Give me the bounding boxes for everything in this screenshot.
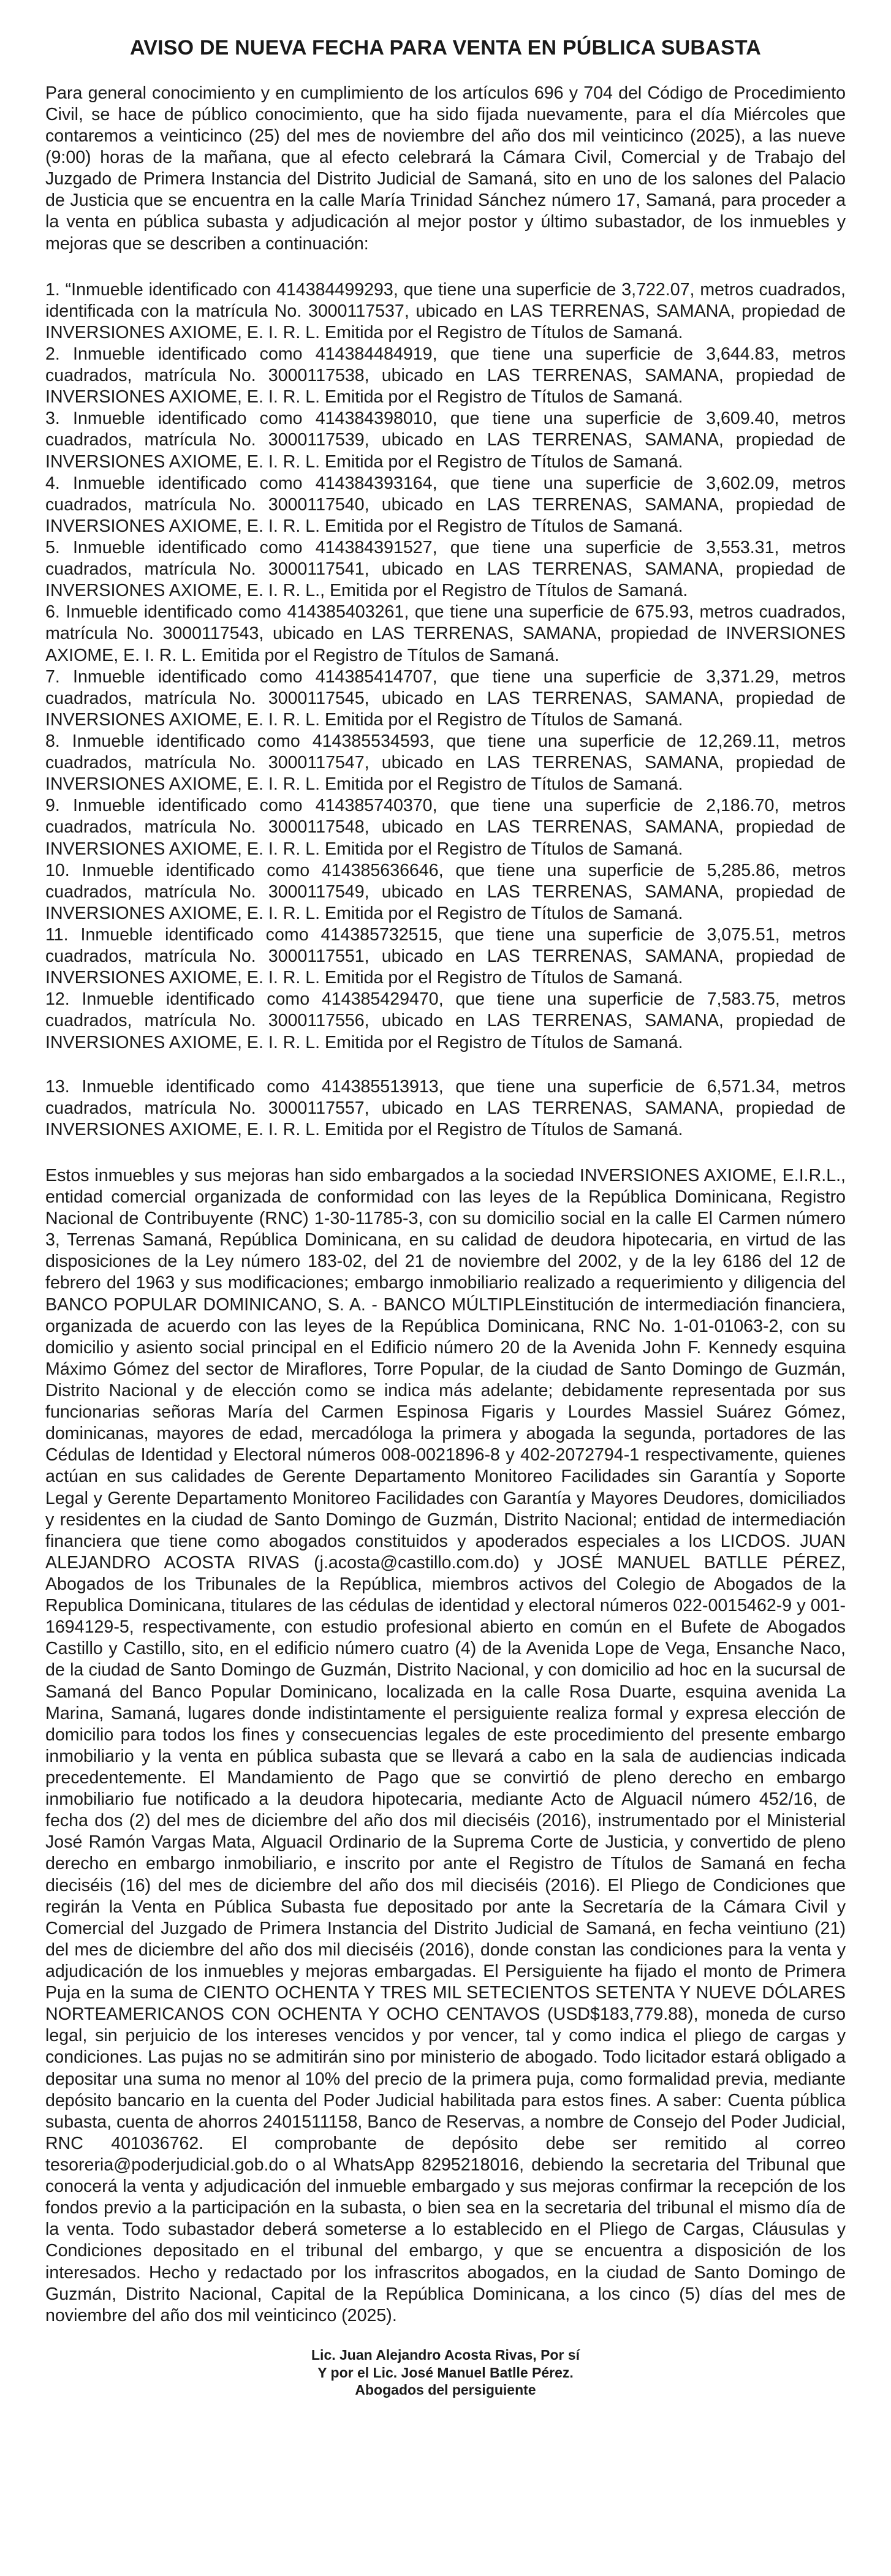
property-item-9: 9. Inmueble identificado como 414385740370, que tiene una superficie de 2,186.70, metros cuadrados, matrícula No. 3000117548, ubicado en LAS TERRENAS, SAMANA, propiedad de INVERSIONES AXIOME, E. I. R. L. Emitida por el Registro de Títulos de Samaná. xyxy=(45,796,846,859)
property-item-5: 5. Inmueble identificado como 414384391527, que tiene una superficie de 3,553.31, metros cuadrados, matrícula No. 3000117541, ubicado en LAS TERRENAS, SAMANA, propiedad de INVERSIONES AXIOME, E. I. R. L., Emitida por el Registro de Títulos de Samaná. xyxy=(45,537,846,601)
property-item-11: 11. Inmueble identificado como 414385732515, que tiene una superficie de 3,075.51, metros cuadrados, matrícula No. 3000117551, ubicado en LAS TERRENAS, SAMANA, propiedad de INVERSIONES AXIOME, E. I. R. L. Emitida por el Registro de Títulos de Samaná. xyxy=(45,924,846,988)
property-item-6: 6. Inmueble identificado como 414385403261, que tiene una superficie de 675.93, metros cuadrados, matrícula No. 3000117543, ubicado en LAS TERRENAS, SAMANA, propiedad de INVERSIONES AXIOME, E. I. R. L. Emitida por el Registro de Títulos de Samaná. xyxy=(45,602,846,665)
property-item-10: 10. Inmueble identificado como 414385636646, que tiene una superficie de 5,285.86, metros cuadrados, matrícula No. 3000117549, ubicado en LAS TERRENAS, SAMANA, propiedad de INVERSIONES AXIOME, E. I. R. L. Emitida por el Registro de Títulos de Samaná. xyxy=(45,860,846,923)
intro-paragraph: Para general conocimiento y en cumplimiento de los artículos 696 y 704 del Código de Procedimiento Civil, se hace de público conocimiento, que ha sido fijada nuevamente, para el día Miércoles que contaremos a veinticinco (25) del mes de noviembre del año dos mil veinticinco (2025), a las nueve (9:00) horas de la mañana, que al efecto celebrará la Cámara Civil, Comercial y de Trabajo del Juzgado de Primera Instancia del Distrito Judicial de Samaná, sito en uno de los salones del Palacio de Justicia que se encuentra en la calle María Trinidad Sánchez número 17, Samaná, para proceder a la venta en pública subasta y adjudicación al mejor postor y último subastador, de los inmuebles y mejoras que se describen a continuación: xyxy=(45,83,846,254)
property-item-13: 13. Inmueble identificado como 414385513913, que tiene una superficie de 6,571.34, metros cuadrados, matrícula No. 3000117557, ubicado en LAS TERRENAS, SAMANA, propiedad de INVERSIONES AXIOME, E. I. R. L. Emitida por el Registro de Títulos de Samaná. xyxy=(45,1076,846,1139)
property-item-12: 12. Inmueble identificado como 414385429470, que tiene una superficie de 7,583.75, metros cuadrados, matrícula No. 3000117556, ubicado en LAS TERRENAS, SAMANA, propiedad de INVERSIONES AXIOME, E. I. R. L. Emitida por el Registro de Títulos de Samaná. xyxy=(45,989,846,1052)
embargo-details-paragraph: Estos inmuebles y sus mejoras han sido embargados a la sociedad INVERSIONES AXIOME, E.I.R.L., entidad comercial organizada de conformidad con las leyes de la República Dominicana, Registro Nacional de Contribuyente (RNC) 1-30-11785-3, con su domicilio social en la calle El Carmen número 3, Terrenas Samaná, República Dominicana, en su calidad de deudora hipotecaria, en virtud de las disposiciones de la Ley número 183-02, del 21 de noviembre del 2002, y de la ley 6186 del 12 de febrero del 1963 y sus modificaciones; embargo inmobiliario realizado a requerimiento y diligencia del BANCO POPULAR DOMINICANO, S. A. - BANCO MÚLTIPLEinstitución de intermediación financiera, organizada de acuerdo con las leyes de la República Dominicana, RNC No. 1-01-01063-2, con su domicilio y asiento social principal en el Edificio número 20 de la Avenida John F. Kennedy esquina Máximo Gómez del sector de Miraflores, Torre Popular, de la ciudad de Santo Domingo de Guzmán, Distrito Nacional y de elección como se indica más adelante; debidamente representada por sus funcionarias señoras María del Carmen Espinosa Figaris y Lourdes Massiel Suárez Gómez, dominicanas, mayores de edad, mercadóloga la primera y abogada la segunda, portadores de las Cédulas de Identidad y Electoral números 008-0021896-8 y 402-2072794-1 respectivamente, quienes actúan en sus calidades de Gerente Departamento Monitoreo Facilidades sin Garantía y Soporte Legal y Gerente Departamento Monitoreo Facilidades con Garantía y Mayores Deudores, domiciliados y residentes en la ciudad de Santo Domingo de Guzmán, Distrito Nacional; entidad de intermediación financiera que tiene como abogados constituidos y apoderados especiales a los LICDOS. JUAN ALEJANDRO ACOSTA RIVAS (j.acosta@castillo.com.do) y JOSÉ MANUEL BATLLE PÉREZ, Abogados de los Tribunales de la República, miembros activos del Colegio de Abogados de la Republica Dominicana, titulares de las cédulas de identidad y electoral números 022-0015462-9 y 001-1694129-5, respectivamente, con estudio profesional abierto en común en el Bufete de Abogados Castillo y Castillo, sito, en el edificio número cuatro (4) de la Avenida Lope de Vega, Ensanche Naco, de la ciudad de Santo Domingo de Guzmán, Distrito Nacional, y con domicilio ad hoc en la sucursal de Samaná del Banco Popular Dominicano, localizada en la calle Rosa Duarte, esquina avenida La Marina, Samaná, lugares donde indistintamente el persiguiente realiza formal y expresa elección de domicilio para todos los fines y consecuencias legales de este procedimiento del presente embargo inmobiliario y la venta en pública subasta que se llevará a cabo en la sala de audiencias indicada precedentemente. El Mandamiento de Pago que se convirtió de pleno derecho en embargo inmobiliario fue notificado a la deudora hipotecaria, mediante Acto de Alguacil número 452/16, de fecha dos (2) del mes de diciembre del año dos mil dieciséis (2016), instrumentado por el Ministerial José Ramón Vargas Mata, Alguacil Ordinario de la Suprema Corte de Justicia, y convertido de pleno derecho en embargo inmobiliario, e inscrito por ante el Registro de Títulos de Samaná en fecha dieciséis (16) del mes de diciembre del año dos mil dieciséis (2016). El Pliego de Condiciones que regirán la Venta en Pública Subasta fue depositado por ante la Secretaría de la Cámara Civil y Comercial del Juzgado de Primera Instancia del Distrito Judicial de Samaná, en fecha veintiuno (21) del mes de diciembre del año dos mil dieciséis (2016), donde constan las condiciones para la venta y adjudicación de los inmuebles y mejoras embargadas. El Persiguiente ha fijado el monto de Primera Puja en la suma de CIENTO OCHENTA Y TRES MIL SETECIENTOS SETENTA Y NUEVE DÓLARES NORTEAMERICANOS CON OCHENTA Y OCHO CENTAVOS (USD$183,779.88), moneda de curso legal, sin perjuicio de los intereses vencidos y por vencer, tal y como indica el pliego de cargas y condiciones. Las pujas no se admitirán sino por ministerio de abogado. Todo licitador estará obligado a depositar una suma no menor al 10% del precio de la primera puja, como formalidad previa, mediante depósito bancario en la cuenta del Poder Judicial habilitada para estos fines. A saber: Cuenta pública subasta, cuenta de ahorros 2401511158, Banco de Reservas, a nombre de Consejo del Poder Judicial, RNC 401036762. El comprobante de depósito debe ser remitido al correo tesoreria@poderjudicial.gob.do o al WhatsApp 8295218016, debiendo la secretaria del Tribunal que conocerá la venta y adjudicación del inmueble embargado y sus mejoras confirmar la recepción de los fondos previo a la participación en la subasta, o bien sea en la secretaria del tribunal el mismo día de la venta. Todo subastador deberá someterse a lo establecido en el Pliego de Cargas, Cláusulas y Condiciones depositado en el tribunal del embargo, y que se encuentra a disposición de los interesados. Hecho y redactado por los infrascritos abogados, en la ciudad de Santo Domingo de Guzmán, Distrito Nacional, Capital de la República Dominicana, a los cinco (5) días del mes de noviembre del año dos mil veinticinco (2025). xyxy=(45,1165,846,2325)
property-item-2: 2. Inmueble identificado como 414384484919, que tiene una superficie de 3,644.83, metros cuadrados, matrícula No. 3000117538, ubicado en LAS TERRENAS, SAMANA, propiedad de INVERSIONES AXIOME, E. I. R. L. Emitida por el Registro de Títulos de Samaná. xyxy=(45,344,846,407)
signature-line-3: Abogados del persiguiente xyxy=(355,2382,536,2398)
property-item-4: 4. Inmueble identificado como 414384393164, que tiene una superficie de 3,602.09, metros cuadrados, matrícula No. 3000117540, ubicado en LAS TERRENAS, SAMANA, propiedad de INVERSIONES AXIOME, E. I. R. L. Emitida por el Registro de Títulos de Samaná. xyxy=(45,473,846,536)
property-list xyxy=(45,279,846,1141)
signature-block xyxy=(45,2346,846,2399)
notice-title: AVISO DE NUEVA FECHA PARA VENTA EN PÚBLICA SUBASTA xyxy=(129,36,762,59)
property-item-8: 8. Inmueble identificado como 414385534593, que tiene una superficie de 12,269.11, metros cuadrados, matrícula No. 3000117547, ubicado en LAS TERRENAS, SAMANA, propiedad de INVERSIONES AXIOME, E. I. R. L. Emitida por el Registro de Títulos de Samaná. xyxy=(45,731,846,795)
property-item-3: 3. Inmueble identificado como 414384398010, que tiene una superficie de 3,609.40, metros cuadrados, matrícula No. 3000117539, ubicado en LAS TERRENAS, SAMANA, propiedad de INVERSIONES AXIOME, E. I. R. L. Emitida por el Registro de Títulos de Samaná. xyxy=(45,409,846,472)
property-item-7: 7. Inmueble identificado como 414385414707, que tiene una superficie de 3,371.29, metros cuadrados, matrícula No. 3000117545, ubicado en LAS TERRENAS, SAMANA, propiedad de INVERSIONES AXIOME, E. I. R. L. Emitida por el Registro de Títulos de Samaná. xyxy=(45,667,846,730)
signature-line-2: Y por el Lic. José Manuel Batlle Pérez. xyxy=(317,2364,574,2381)
signature-line-1: Lic. Juan Alejandro Acosta Rivas, Por sí xyxy=(311,2346,580,2363)
property-item-1: 1. “Inmueble identificado con 414384499293, que tiene una superficie de 3,722.07, metros cuadrados, identificada con la matrícula No. 3000117537, ubicado en LAS TERRENAS, SAMANA, propiedad de INVERSIONES AXIOME, E. I. R. L. Emitida por el Registro de Títulos de Samaná. xyxy=(45,279,846,342)
